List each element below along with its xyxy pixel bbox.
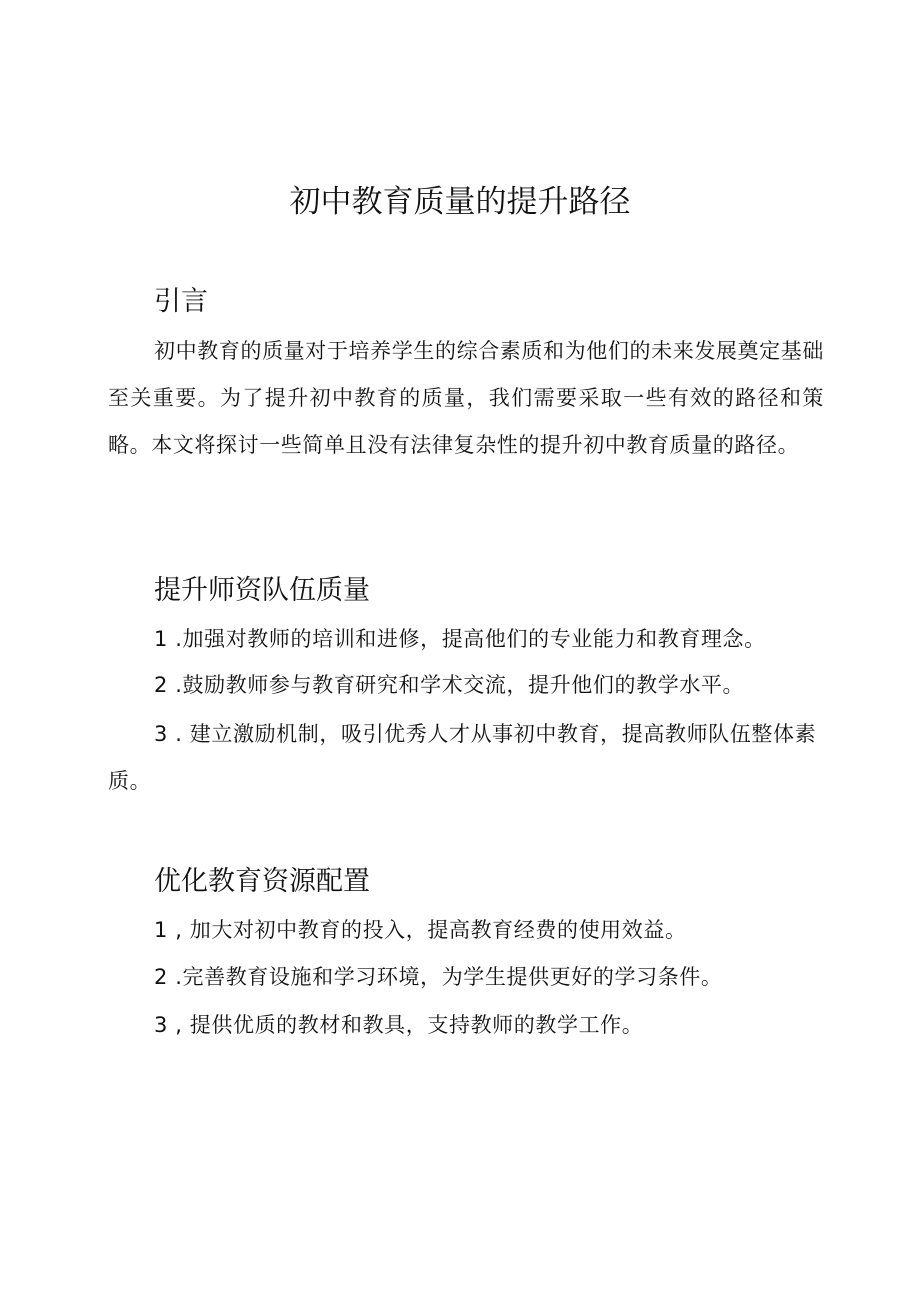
section-heading-resources: 优化教育资源配置 — [154, 866, 370, 897]
list-item: 1 .加强对教师的培训和进修，提高他们的专业能力和教育理念。 — [154, 627, 766, 651]
section-heading-teachers: 提升师资队伍质量 — [154, 575, 370, 606]
list-item: 2 .鼓励教师参与教育研究和学术交流，提升他们的教学水平。 — [154, 673, 745, 697]
list-item: 3 , 提供优质的教材和教具，支持教师的教学工作。 — [154, 1013, 644, 1037]
list-item: 1 , 加大对初中教育的投入，提高教育经费的使用效益。 — [154, 918, 687, 942]
document-title: 初中教育质量的提升路径 — [289, 184, 631, 220]
introduction-paragraph: 初中教育的质量对于培养学生的综合素质和为他们的未来发展奠定基础至关重要。为了提升初中教育的质量，我们需要采取一些有效的路径和策略。本文将探讨一些简单且没有法律复杂性的提升初中教育质量的路径。 — [108, 339, 824, 457]
list-item: 3 . 建立激励机制，吸引优秀人才从事初中教育，提高教师队伍整体素质。 — [108, 722, 817, 793]
section-heading-introduction: 引言 — [154, 286, 208, 317]
list-item: 2 .完善教育设施和学习环境，为学生提供更好的学习条件。 — [154, 965, 723, 989]
